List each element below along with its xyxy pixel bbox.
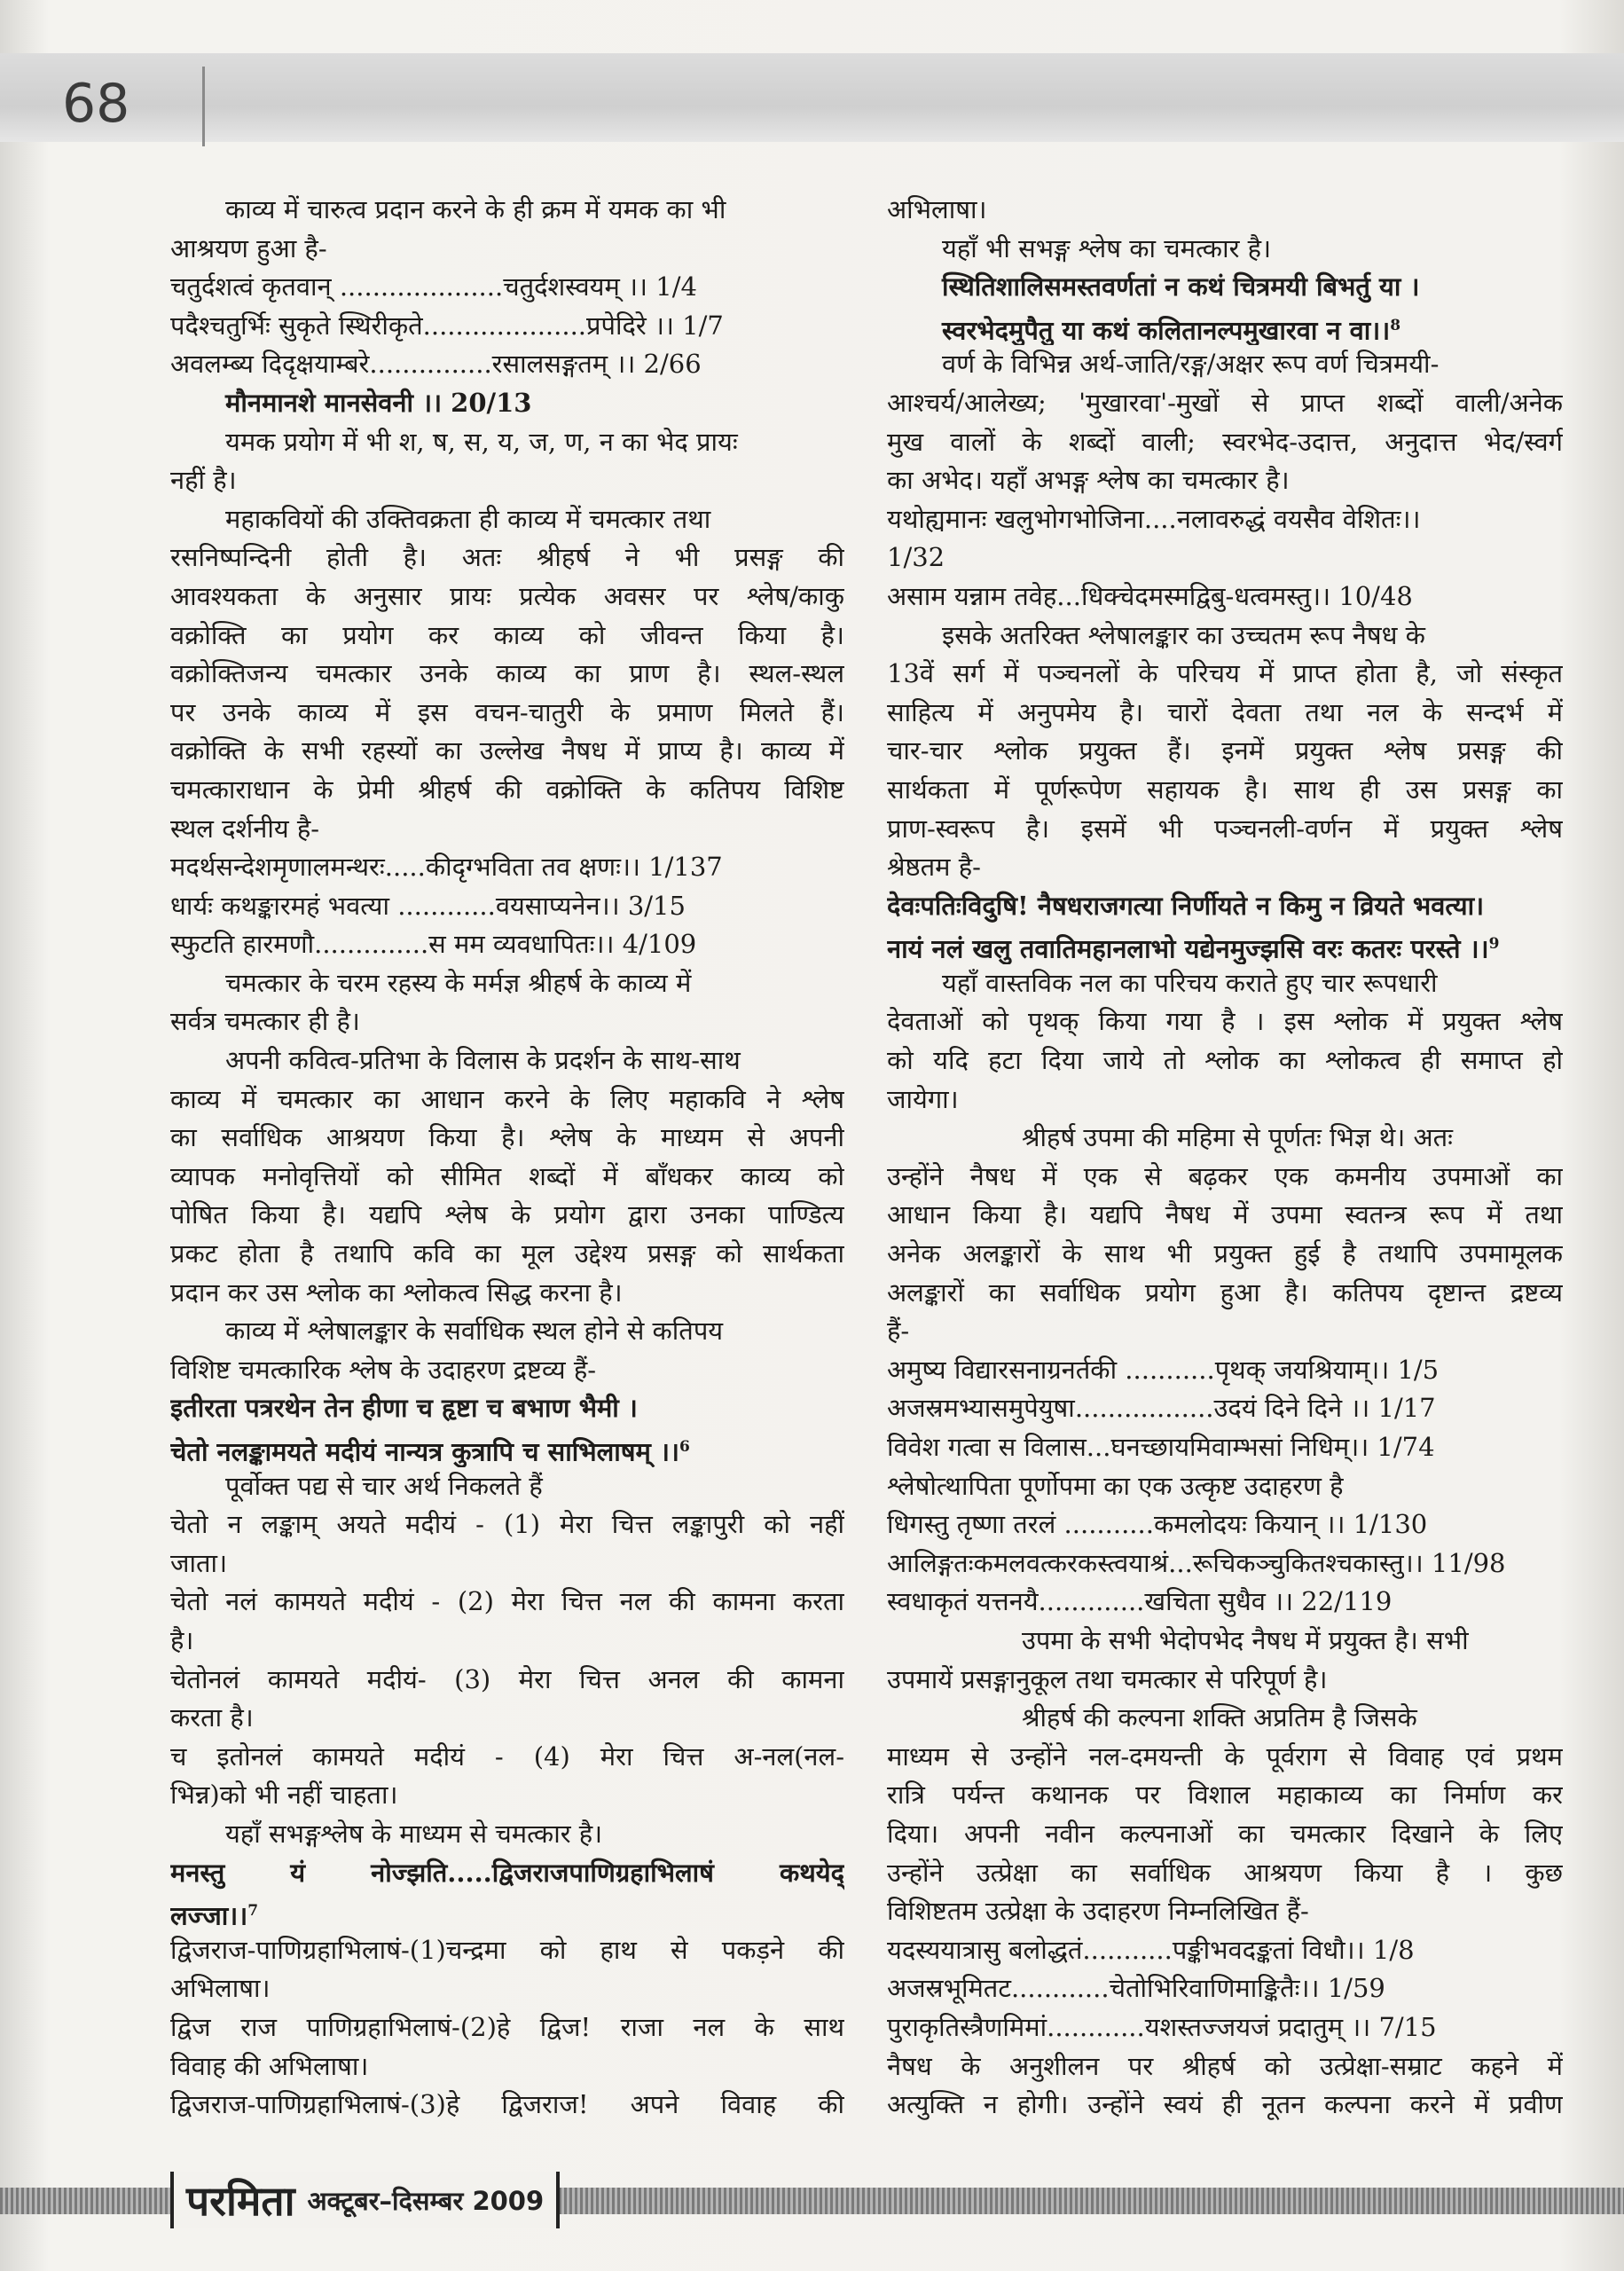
text-line: हैं-	[887, 1316, 910, 1347]
footnote-marker: 9	[1488, 935, 1500, 954]
text-line: उपमायें प्रसङ्गानुकूल तथा चमत्कार से परिपूर्ण है।	[887, 1663, 1328, 1694]
text-line: का अभेद। यहाँ अभङ्ग श्लेष का चमत्कार है।	[887, 465, 1290, 496]
text-line: यमक प्रयोग में भी श, ष, स, य, ज, ण, न का भेद प्रायः	[225, 426, 738, 457]
journal-title: परमिता	[186, 2177, 295, 2225]
footer-label	[170, 2172, 560, 2228]
page-footer	[0, 2172, 1624, 2228]
text-line: व्यापक मनोवृत्तियों को सीमित शब्दों में बाँधकर काव्य को	[170, 1160, 844, 1191]
text-line: अभिलाषा।	[887, 194, 987, 224]
text-line: है।	[170, 1624, 194, 1655]
text-line: उन्होंने उत्प्रेक्षा का सर्वाधिक आश्रयण किया है । कुछ	[887, 1857, 1563, 1888]
text-line: यहाँ भी सभङ्ग श्लेष का चमत्कार है।	[942, 232, 1272, 263]
verse-line: देवःपतिःविदुषि! नैषधराजगत्या निर्णीयते न किमु न व्रियते भवत्या।	[887, 890, 1485, 921]
text-line: अत्युक्ति न होगी। उन्होंने स्वयं ही नूतन कल्पना करने में प्रवीण	[887, 2089, 1563, 2120]
text-line: महाकवियों की उक्तिवक्रता ही काव्य में चमत्कार तथा	[225, 503, 711, 534]
text-line: करता है।	[170, 1702, 254, 1733]
text-line: अपनी कवित्व-प्रतिभा के विलास के प्रदर्शन के साथ-साथ	[225, 1045, 741, 1076]
text-line: देवताओं को पृथक् किया गया है । इस श्लोक में प्रयुक्त श्लेष	[887, 1006, 1563, 1037]
text-line: च इतोनलं कामयते मदीयं - (4) मेरा चित्त अ-नल(नल-	[170, 1741, 844, 1772]
text-line: विशिष्टतम उत्प्रेक्षा के उदाहरण निम्नलिखित हैं-	[887, 1896, 1309, 1927]
footnote-marker: 6	[679, 1438, 690, 1456]
verse-line: चतुर्दशत्वं कृतवान् ....................चतुर्दशस्वयम् ।। 1/4	[170, 271, 697, 303]
verse-line: आलिङ्गतःकमलवत्करकस्त्वयाश्रं...रूचिकञ्चुकितश्चकास्तु।। 11/98	[887, 1547, 1506, 1578]
verse-line: अजस्रमभ्यासमुपेयुषा.................उदयं दिने दिने ।। 1/17	[887, 1393, 1436, 1424]
verse-text: चेतो नलङ्कामयते मदीयं नान्यत्र कुत्रापि च साभिलाषम् ।।	[170, 1436, 679, 1467]
text-line: पोषित किया है। यद्यपि श्लेष के प्रयोग द्वारा उनका पाण्डित्य	[170, 1199, 844, 1230]
verse-text: लज्जा।।	[170, 1900, 248, 1931]
text-line: प्रदान कर उस श्लोक का श्लोकत्व सिद्ध करना है।	[170, 1277, 623, 1308]
text-line: आवश्यकता के अनुसार प्रायः प्रत्येक अवसर पर श्लेष/काकु	[170, 580, 844, 611]
verse-line: 1/32	[887, 542, 945, 573]
text-line: श्रीहर्ष उपमा की महिमा से पूर्णतः भिज्ञ थे। अतः	[1022, 1122, 1454, 1153]
text-line: सर्वत्र चमत्कार ही है।	[170, 1006, 360, 1037]
verse-line: धार्यः कथङ्कारमहं भवत्या ............वयसाप्यनेन।। 3/15	[170, 890, 686, 921]
verse-line: धिगस्तु तृष्णा तरलं ...........कमलोदयः कियान् ।। 1/130	[887, 1509, 1428, 1540]
text-line: आश्चर्य/आलेख्य; 'मुखारवा'-मुखों से प्राप्त शब्दों वाली/अनेक	[887, 387, 1563, 418]
text-line: श्रीहर्ष की कल्पना शक्ति अप्रतिम है जिसके	[1022, 1702, 1417, 1733]
verse-line: स्वधाकृतं यत्तनयै.............खचिता सुधैव ।। 22/119	[887, 1586, 1393, 1617]
verse-line: स्फुटति हारमणौ..............स मम व्यवधापितः।। 4/109	[170, 929, 697, 960]
text-line: चेतो नलं कामयते मदीयं - (2) मेरा चित्त नल की कामना करता	[170, 1586, 844, 1617]
verse-line: यथोह्यमानः खलुभोगभोजिना....नलावरुद्धं वयसैव वेशितः।।	[887, 503, 1421, 534]
text-line: अभिलाषा।	[170, 1973, 271, 2004]
text-line: जायेगा।	[887, 1083, 959, 1114]
text-line: रात्रि पर्यन्त कथानक पर विशाल महाकाव्य का निर्माण कर	[887, 1780, 1563, 1811]
text-line: जाता।	[170, 1547, 228, 1578]
verse-line: विवेश गत्वा स विलास...घनच्छायमिवाम्भसां निधिम्।। 1/74	[887, 1432, 1435, 1462]
text-line: वर्ण के विभिन्न अर्थ-जाति/रङ्ग/अक्षर रूप वर्ण चित्रमयी-	[942, 349, 1440, 380]
text-line: को यदि हटा दिया जाये तो श्लोक का श्लोकत्व ही समाप्त हो	[887, 1045, 1563, 1076]
text-line: मुख वालों के शब्दों वाली; स्वरभेद-उदात्त, अनुदात्त भेद/स्वर्ग	[887, 426, 1563, 457]
text-line: चेतो न लङ्काम् अयते मदीयं - (1) मेरा चित्त लङ्कापुरी को नहीं	[170, 1509, 844, 1540]
verse-line: अमुष्य विद्यारसनाग्रनर्तकी ...........पृथक् जयश्रियाम्।। 1/5	[887, 1354, 1440, 1385]
text-line: चमत्कार के चरम रहस्य के मर्मज्ञ श्रीहर्ष के काव्य में	[225, 967, 692, 998]
text-line: वक्रोक्ति के सभी रहस्यों का उल्लेख नैषध में प्राप्य है। काव्य में	[170, 735, 844, 766]
verse-line: असाम यन्नाम तवेह...धिक्चेदमस्मद्विबु-धत्वमस्तु।। 10/48	[887, 580, 1413, 611]
page-number: 68	[62, 73, 130, 135]
text-line: काव्य में श्लेषालङ्कार के सर्वाधिक स्थल होने से कतिपय	[225, 1316, 724, 1347]
text-line: आधान किया है। यद्यपि नैषध में उपमा स्वतन्त्र रूप में तथा	[887, 1199, 1563, 1230]
text-line: का सर्वाधिक आश्रयण किया है। श्लेष के माध्यम से अपनी	[170, 1122, 844, 1153]
text-line: चेतोनलं कामयते मदीयं- (3) मेरा चित्त अनल की कामना	[170, 1663, 844, 1694]
text-line: पूर्वोक्त पद्य से चार अर्थ निकलते हैं	[225, 1470, 543, 1501]
verse-line: पुराकृतिस्त्रैणमिमां............यशस्तज्जयजं प्रदातुम् ।। 7/15	[887, 2011, 1437, 2042]
text-line: स्थल दर्शनीय है-	[170, 813, 320, 844]
verse-line: यदस्ययात्रासु बलोद्धतं...........पङ्कीभवदङ्कतां विधौ।। 1/8	[887, 1934, 1415, 1965]
header-divider	[202, 67, 205, 146]
text-line: भिन्न)को भी नहीं चाहता।	[170, 1780, 398, 1811]
text-line: प्रकट होता है तथापि कवि का मूल उद्देश्य प्रसङ्ग को सार्थकता	[170, 1238, 844, 1269]
header-band	[0, 53, 1624, 142]
text-line: द्विज राज पाणिग्रहाभिलाषं-(2)हे द्विज! राजा नल के साथ	[170, 2011, 844, 2042]
text-line: श्रेष्ठतम है-	[887, 852, 981, 883]
verse-text: नायं नलं खलु तवातिमहानलाभो यद्येनमुज्झसि वरः कतरः परस्ते ।।	[887, 933, 1489, 964]
issue-date: अक्टूबर–दिसम्बर 2009	[307, 2185, 545, 2216]
right-column	[887, 191, 1563, 2125]
text-line: नैषध के अनुशीलन पर श्रीहर्ष को उत्प्रेक्षा-सम्राट कहने में	[887, 2050, 1563, 2081]
text-line: आश्रयण हुआ है-	[170, 232, 327, 263]
text-line: नहीं है।	[170, 465, 237, 496]
text-line: सार्थकता में पूर्णरूपेण सहायक है। साथ ही उस प्रसङ्ग का	[887, 774, 1563, 805]
verse-line: अजस्रभूमितट............चेतोभिरिवाणिमाङ्कितैः।। 1/59	[887, 1973, 1385, 2004]
text-line: चमत्काराधान के प्रेमी श्रीहर्ष की वक्रोक्ति के कतिपय विशिष्ट	[170, 774, 844, 805]
footnote-marker: 7	[247, 1902, 259, 1921]
verse-line: पदैश्चतुर्भिः सुकृते स्थिरीकृते....................प्रपेदिरे ।। 1/7	[170, 310, 724, 341]
text-line: साहित्य में अनुपमेय है। चारों देवता तथा नल के सन्दर्भ में	[887, 696, 1563, 727]
verse-line: मदर्थसन्देशमृणालमन्थरः.....कीदृग्भविता तव क्षणः।। 1/137	[170, 852, 723, 883]
verse-line: स्थितिशालिसमस्तवर्णतां न कथं चित्रमयी बिभर्तु या ।	[942, 271, 1420, 303]
text-line: अलङ्कारों का सर्वाधिक प्रयोग हुआ है। कतिपय दृष्टान्त द्रष्टव्य	[887, 1277, 1563, 1308]
text-line: प्राण-स्वरूप है। इसमें भी पञ्चनली-वर्णन में प्रयुक्त श्लेष	[887, 813, 1563, 844]
text-line: विशिष्ट चमत्कारिक श्लेष के उदाहरण द्रष्टव्य हैं-	[170, 1354, 597, 1385]
text-line: काव्य में चमत्कार का आधान करने के लिए महाकवि ने श्लेष	[170, 1083, 844, 1114]
text-line: पर उनके काव्य में इस वचन-चातुरी के प्रमाण मिलते हैं।	[170, 696, 844, 727]
text-line: काव्य में चारुत्व प्रदान करने के ही क्रम में यमक का भी	[225, 194, 726, 224]
left-column	[170, 191, 844, 2125]
verse-line: मौनमानशे मानसेवनी ।। 20/13	[225, 387, 532, 418]
text-line: यहाँ वास्तविक नल का परिचय कराते हुए चार रूपधारी	[942, 967, 1438, 998]
text-line: विवाह की अभिलाषा।	[170, 2050, 369, 2081]
verse-text: स्वरभेदमुपैतु या कथं कलितानल्पमुखारवा न वा।।	[942, 315, 1391, 346]
text-line: इसके अतरिक्त श्लेषालङ्कार का उच्चतम रूप नैषध के	[942, 619, 1425, 650]
verse-line: मनस्तु यं नोज्झति.....द्विजराजपाणिग्रहाभिलाषं कथयेद्	[170, 1857, 844, 1888]
text-line: अनेक अलङ्कारों के साथ भी प्रयुक्त हुई है तथापि उपमामूलक	[887, 1238, 1563, 1269]
verse-line	[887, 925, 1563, 964]
text-line: वक्रोक्ति का प्रयोग कर काव्य को जीवन्त किया है।	[170, 619, 844, 650]
text-line: माध्यम से उन्होंने नल-दमयन्ती के पूर्वराग से विवाह एवं प्रथम	[887, 1741, 1563, 1772]
text-line: 13वें सर्ग में पञ्चनलों के परिचय में प्राप्त होता है, जो संस्कृत	[887, 658, 1563, 689]
text-line: यहाँ सभङ्गश्लेष के माध्यम से चमत्कार है।	[225, 1818, 603, 1849]
text-line: श्लेषोत्थापिता पूर्णोपमा का एक उत्कृष्ट उदाहरण है	[887, 1470, 1344, 1501]
text-line: रसनिष्पन्दिनी होती है। अतः श्रीहर्ष ने भी प्रसङ्ग की	[170, 542, 844, 573]
text-line: चार-चार श्लोक प्रयुक्त हैं। इनमें प्रयुक्त श्लेष प्रसङ्ग की	[887, 735, 1563, 766]
text-line: उपमा के सभी भेदोपभेद नैषध में प्रयुक्त है। सभी	[1022, 1624, 1469, 1655]
text-line: वक्रोक्तिजन्य चमत्कार उनके काव्य का प्राण है। स्थल-स्थल	[170, 658, 844, 689]
text-line: द्विजराज-पाणिग्रहाभिलाषं-(1)चन्द्रमा को हाथ से पकड़ने की	[170, 1934, 844, 1965]
text-line: उन्होंने नैषध में एक से बढ़कर एक कमनीय उपमाओं का	[887, 1160, 1563, 1191]
verse-line: इतीरता पत्ररथेन तेन हीणा च हृष्टा च बभाण भैमी ।	[170, 1393, 638, 1424]
text-line: दिया। अपनी नवीन कल्पनाओं का चमत्कार दिखाने के लिए	[887, 1818, 1563, 1849]
verse-line	[887, 307, 1563, 346]
verse-line	[170, 1892, 844, 1931]
verse-line	[170, 1428, 844, 1467]
text-line: द्विजराज-पाणिग्रहाभिलाषं-(3)हे द्विजराज! अपने विवाह की	[170, 2089, 844, 2120]
footnote-marker: 8	[1390, 316, 1401, 334]
verse-line: अवलम्ब्य दिदृक्षयाम्बरे...............रसालसङ्गतम् ।। 2/66	[170, 349, 702, 380]
